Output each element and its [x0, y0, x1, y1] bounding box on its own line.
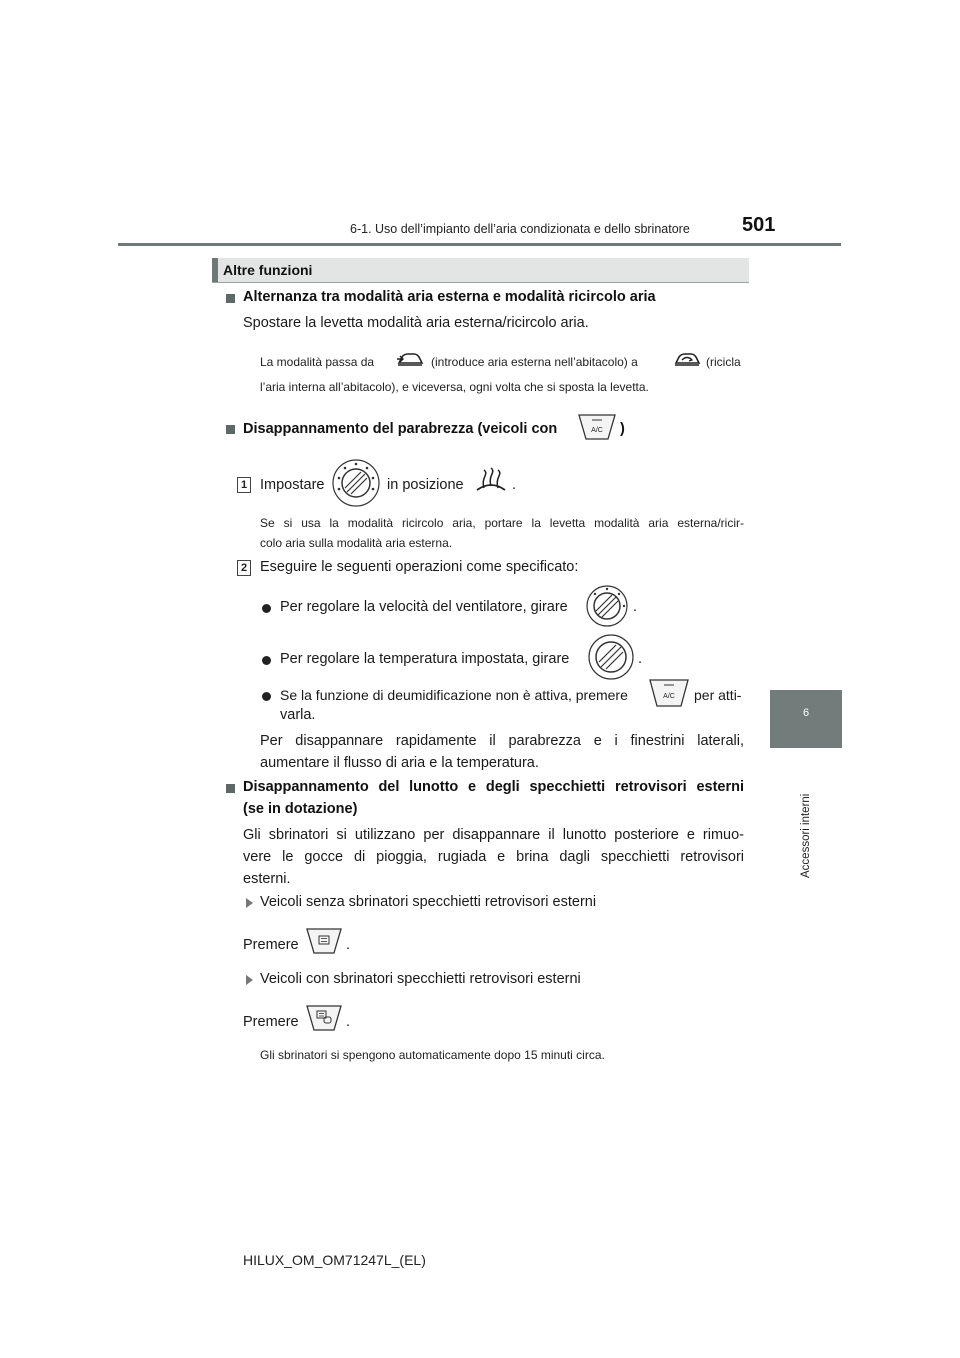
chapter-tab-label-text: Accessori interni — [800, 793, 812, 878]
press-label-2: Premere — [243, 1014, 299, 1030]
case-with-mirror-defroster: Veicoli con sbrinatori specchietti retrovisori esterni — [260, 971, 581, 987]
windshield-defrost-icon — [475, 470, 507, 498]
rear-text-line2: vere le gocce di pioggia, rugiada e brina dagli specchietti retrovisori — [243, 849, 744, 865]
windshield-heading: Disappannamento del parabrezza (veicoli con — [243, 421, 558, 437]
step2-text: Eseguire le seguenti operazioni come specificato: — [260, 559, 579, 575]
ac-button-icon — [578, 413, 616, 441]
section-title: Altre funzioni — [223, 262, 313, 278]
bullet-dehumidify-line2: varla. — [280, 707, 316, 723]
heading-bullet-square — [226, 784, 235, 793]
step-number-2: 2 — [237, 560, 251, 576]
rear-heading-line1: Disappannamento del lunotto e degli specchietti retrovisori esterni — [243, 779, 744, 795]
chapter-tab-number: 6 — [802, 707, 810, 719]
temperature-dial-icon — [588, 634, 634, 680]
ac-icon-label: A/C — [591, 427, 603, 434]
recirc-note-part2: (introduce aria esterna nell’abitacolo) a — [431, 355, 638, 369]
mode-selector-dial-icon — [332, 459, 380, 507]
ac-button-icon — [649, 678, 689, 708]
recirc-heading: Alternanza tra modalità aria esterna e modalità ricircolo aria — [243, 289, 656, 305]
heading-bullet-square — [226, 294, 235, 303]
rear-defogger-button-icon — [306, 927, 342, 955]
step1-note-line2: colo aria sulla modalità aria esterna. — [260, 536, 453, 550]
list-bullet-dot — [262, 604, 271, 613]
bullet-fan-speed: Per regolare la velocità del ventilatore, girare — [280, 599, 568, 615]
bullet-dehumidify: Se la funzione di deumidificazione non è attiva, premere — [280, 687, 628, 703]
heading-bullet-square — [226, 425, 235, 434]
bullet-fan-speed-end: . — [633, 599, 638, 615]
press-label-1: Premere — [243, 937, 299, 953]
recirc-note-line2: l’aria interna all’abitacolo), e viceversa, ogni volta che si sposta la levetta. — [260, 380, 649, 394]
page-number: 501 — [742, 214, 776, 236]
recirc-note-part3: (ricicla — [706, 355, 741, 369]
ac-icon-label: A/C — [663, 693, 675, 700]
rear-and-mirror-defogger-button-icon — [306, 1004, 342, 1032]
bullet-temperature-end: . — [638, 651, 643, 667]
outside-air-icon — [396, 351, 424, 369]
chapter-title: 6-1. Uso dell’impianto dell’aria condizionata e dello sbrinatore — [350, 222, 690, 236]
rear-text-line3: esterni. — [243, 871, 291, 887]
windshield-heading-close: ) — [620, 421, 625, 437]
step-number-1: 1 — [237, 477, 251, 493]
rear-text-line1: Gli sbrinatori si utilizzano per disappannare il lunotto posteriore e rimuo- — [243, 827, 744, 843]
recirc-text: Spostare la levetta modalità aria esterna/ricircolo aria. — [243, 315, 589, 331]
recirculate-air-icon — [673, 351, 701, 369]
step1-text-part3: . — [512, 477, 517, 493]
step1-text-part2: in posizione — [387, 477, 464, 493]
quick-defog-tip-line1: Per disappannare rapidamente il parabrezza e i finestrini laterali, — [260, 733, 744, 749]
header-rule — [118, 243, 841, 246]
step1-note-line1: Se si usa la modalità ricircolo aria, portare la levetta modalità aria esterna/ricir- — [260, 516, 744, 530]
case-without-mirror-defroster: Veicoli senza sbrinatori specchietti retrovisori esterni — [260, 894, 597, 910]
list-bullet-dot — [262, 692, 271, 701]
document-code: HILUX_OM_OM71247L_(EL) — [243, 1252, 426, 1268]
case-marker-triangle — [246, 898, 253, 908]
press-end-1: . — [346, 937, 351, 953]
recirc-note-part1: La modalità passa da — [260, 355, 375, 369]
bullet-dehumidify-part2: per atti- — [694, 687, 742, 703]
chapter-tab — [770, 690, 842, 748]
rear-heading-line2: (se in dotazione) — [243, 801, 358, 817]
auto-off-note: Gli sbrinatori si spengono automaticamente dopo 15 minuti circa. — [260, 1048, 605, 1062]
step1-text-part1: Impostare — [260, 477, 325, 493]
bullet-temperature: Per regolare la temperatura impostata, girare — [280, 651, 570, 667]
list-bullet-dot — [262, 656, 271, 665]
quick-defog-tip-line2: aumentare il flusso di aria e la temperatura. — [260, 755, 539, 771]
press-end-2: . — [346, 1014, 351, 1030]
case-marker-triangle — [246, 975, 253, 985]
chapter-tab-label — [798, 768, 814, 878]
fan-speed-dial-icon — [586, 585, 628, 627]
